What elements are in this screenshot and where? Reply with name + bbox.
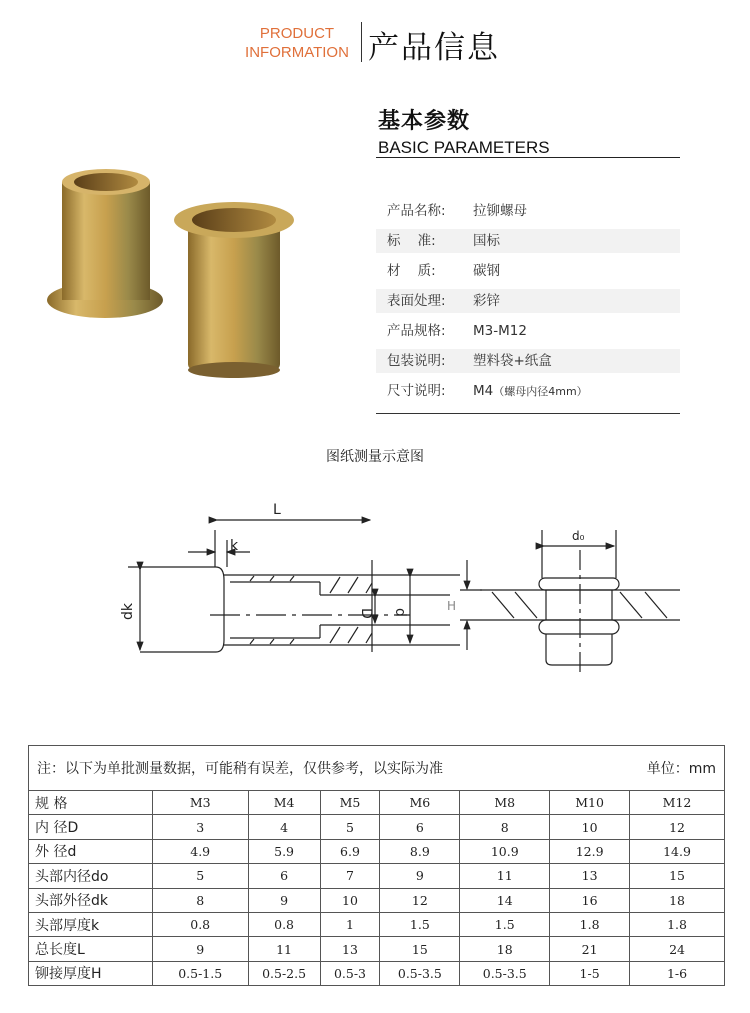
table-note-row xyxy=(29,746,725,791)
table-header-row xyxy=(29,791,725,815)
table-cell: 14 xyxy=(460,888,550,912)
table-cell: 8 xyxy=(460,815,550,839)
table-unit: 单位：mm xyxy=(646,761,716,777)
table-column-header: M8 xyxy=(460,791,550,815)
param-row-material xyxy=(376,259,680,283)
param-row-standard xyxy=(376,229,680,253)
param-key: 产品规格: xyxy=(387,323,446,339)
table-cell: 6 xyxy=(248,864,320,888)
dimensions-table xyxy=(28,745,725,986)
table-column-header: M4 xyxy=(248,791,320,815)
table-row xyxy=(29,937,725,961)
param-row-packaging xyxy=(376,349,680,373)
table-cell: 8.9 xyxy=(380,839,460,863)
table-cell: 11 xyxy=(248,937,320,961)
param-value: 彩锌 xyxy=(473,293,500,309)
table-cell: 1 xyxy=(320,912,380,936)
section-title-cn: 基本参数 xyxy=(378,109,471,134)
table-column-header: M10 xyxy=(550,791,630,815)
table-row xyxy=(29,961,725,985)
table-row-label: 总长度L xyxy=(29,937,153,961)
table-cell: 7 xyxy=(320,864,380,888)
diagram-title: 图纸测量示意图 xyxy=(326,449,424,465)
table-cell: 10 xyxy=(550,815,630,839)
param-value: 拉铆螺母 xyxy=(473,203,527,219)
table-cell: 5.9 xyxy=(248,839,320,863)
param-value: 塑料袋+纸盒 xyxy=(473,353,552,369)
table-cell: 12 xyxy=(380,888,460,912)
table-row-label: 头部厚度k xyxy=(29,912,153,936)
table-cell: 5 xyxy=(320,815,380,839)
side-view xyxy=(128,520,460,652)
table-header-label: 规 格 xyxy=(29,791,153,815)
param-value xyxy=(473,379,588,404)
rivet-nut-left xyxy=(47,169,163,318)
table-cell: 12 xyxy=(630,815,725,839)
table-row xyxy=(29,815,725,839)
table-cell: 0.5-3 xyxy=(320,961,380,985)
table-row xyxy=(29,912,725,936)
table-cell: 10.9 xyxy=(460,839,550,863)
label-do: d₀ xyxy=(572,529,585,543)
table-cell: 14.9 xyxy=(630,839,725,863)
table-row xyxy=(29,888,725,912)
table-cell: 18 xyxy=(460,937,550,961)
measurement-diagram xyxy=(120,490,680,680)
param-value-main: M4 xyxy=(473,383,494,399)
table-cell: 8 xyxy=(152,888,248,912)
param-key: 表面处理: xyxy=(387,293,446,309)
table-cell: 0.5-3.5 xyxy=(460,961,550,985)
table-cell: 11 xyxy=(460,864,550,888)
table-row-label: 外 径d xyxy=(29,839,153,863)
table-cell: 0.5-1.5 xyxy=(152,961,248,985)
table-cell: 21 xyxy=(550,937,630,961)
table-cell: 1.8 xyxy=(550,912,630,936)
installed-view xyxy=(460,530,680,675)
table-cell: 0.8 xyxy=(248,912,320,936)
table-cell: 1.8 xyxy=(630,912,725,936)
param-value: 碳钢 xyxy=(473,263,500,279)
param-key: 产品名称: xyxy=(387,203,446,219)
label-k: k xyxy=(230,538,239,554)
table-column-header: M5 xyxy=(320,791,380,815)
table-column-header: M3 xyxy=(152,791,248,815)
table-row xyxy=(29,864,725,888)
table-cell: 9 xyxy=(380,864,460,888)
param-row-spec xyxy=(376,319,680,343)
table-cell: 1.5 xyxy=(380,912,460,936)
rivet-nut-right xyxy=(174,202,294,378)
label-L: L xyxy=(273,502,281,518)
table-row-label: 头部内径do xyxy=(29,864,153,888)
label-H: H xyxy=(447,599,457,613)
table-cell: 3 xyxy=(152,815,248,839)
table-cell: 1-6 xyxy=(630,961,725,985)
table-cell: 12.9 xyxy=(550,839,630,863)
header-en-line1: PRODUCT xyxy=(259,25,335,42)
table-note: 注：以下为单批测量数据，可能稍有误差，仅供参考，以实际为准 xyxy=(37,761,443,777)
table-cell: 1.5 xyxy=(460,912,550,936)
label-d: d xyxy=(392,608,408,617)
param-value: 国标 xyxy=(473,233,500,249)
table-cell: 0.5-3.5 xyxy=(380,961,460,985)
param-row-name xyxy=(376,199,680,223)
table-cell: 16 xyxy=(550,888,630,912)
header-english-title xyxy=(236,24,358,62)
table-cell: 6.9 xyxy=(320,839,380,863)
table-cell: 24 xyxy=(630,937,725,961)
header-chinese-title: 产品信息 xyxy=(368,30,500,66)
table-row-label: 内 径D xyxy=(29,815,153,839)
table-cell: 15 xyxy=(380,937,460,961)
table-column-header: M12 xyxy=(630,791,725,815)
table-cell: 4.9 xyxy=(152,839,248,863)
table-cell: 5 xyxy=(152,864,248,888)
param-key: 材 质: xyxy=(387,263,436,279)
header-divider xyxy=(361,22,362,62)
table-cell: 0.5-2.5 xyxy=(248,961,320,985)
table-row xyxy=(29,839,725,863)
table-cell: 18 xyxy=(630,888,725,912)
param-key: 包装说明: xyxy=(387,353,446,369)
label-D: D xyxy=(358,608,374,619)
section-divider xyxy=(376,157,680,158)
table-cell: 4 xyxy=(248,815,320,839)
table-cell: 10 xyxy=(320,888,380,912)
header-en-line2: INFORMATION xyxy=(245,44,349,61)
table-cell: 9 xyxy=(152,937,248,961)
table-cell: 0.8 xyxy=(152,912,248,936)
table-row-label: 铆接厚度H xyxy=(29,961,153,985)
param-row-size xyxy=(376,379,680,403)
param-key: 标 准: xyxy=(387,233,436,249)
table-row-label: 头部外径dk xyxy=(29,888,153,912)
table-cell: 13 xyxy=(320,937,380,961)
param-key: 尺寸说明: xyxy=(387,383,446,399)
params-divider xyxy=(376,413,680,414)
table-column-header: M6 xyxy=(380,791,460,815)
table-cell: 6 xyxy=(380,815,460,839)
param-value: M3-M12 xyxy=(473,323,527,339)
table-cell: 15 xyxy=(630,864,725,888)
table-cell: 1-5 xyxy=(550,961,630,985)
table-cell: 9 xyxy=(248,888,320,912)
table-cell: 13 xyxy=(550,864,630,888)
section-title-en: BASIC PARAMETERS xyxy=(378,138,550,157)
param-value-note: （螺母内径4mm） xyxy=(493,385,588,398)
label-dk: dk xyxy=(120,603,136,620)
product-photo xyxy=(40,160,300,380)
param-row-surface xyxy=(376,289,680,313)
